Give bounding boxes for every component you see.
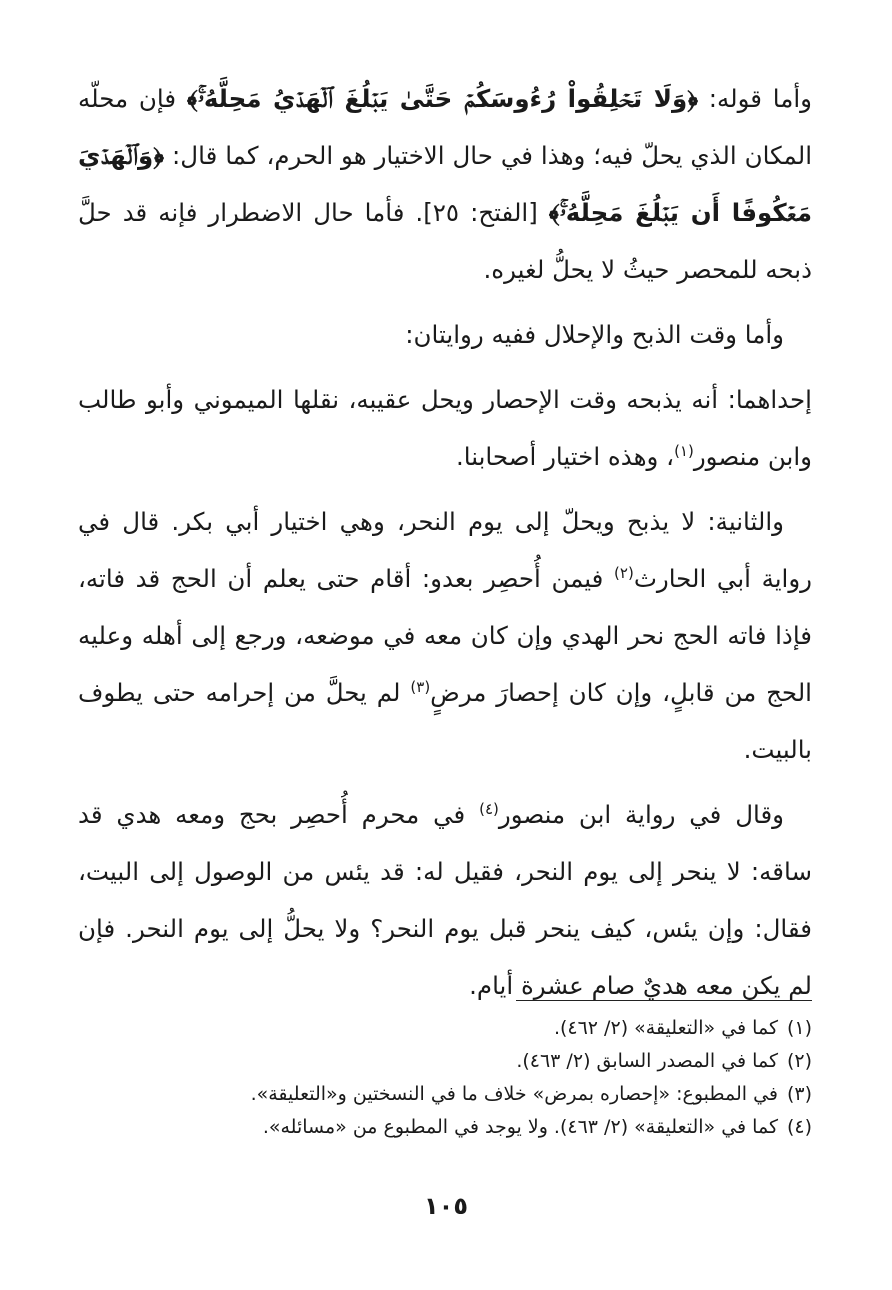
footnote-number: (٤): [786, 1116, 812, 1138]
text-segment: وأما قوله:: [698, 84, 812, 113]
text-segment: في محرم أُحصِر بحج ومعه هدي قد ساقه: لا ينحر إلى يوم النحر، فقيل له: قد يئس من الوصول إلى البيت، فقال: وإن يئس، كيف ينحر قبل يوم النحر؟ ولا يحلُّ إلى يوم النحر. فإن لم يكن معه هديٌ صام عشرة أيام.: [78, 800, 812, 1000]
footnote-text: في المطبوع: «إحصاره بمرض» خلاف ما في النسختين و«التعليقة».: [250, 1083, 778, 1105]
text-segment: وقال في رواية ابن منصور: [498, 800, 785, 829]
footnote-divider: [516, 1000, 812, 1001]
footnote-text: كما في «التعليقة» (٢/ ٤٦٣). ولا يوجد في المطبوع من «مسائله».: [262, 1116, 778, 1138]
footnote-number: (١): [786, 1017, 812, 1039]
footnotes: [78, 1012, 812, 1144]
main-text: [78, 70, 812, 1022]
footnote-ref: (٢): [614, 563, 634, 582]
paragraph-5: [78, 786, 812, 1014]
text-segment: فيمن أُحصِر بعدو: أقام حتى يعلم أن الحج قد فاته، فإذا فاته الحج نحر الهدي وإن كان معه في موضعه، ورجع إلى أهله وعليه الحج من قابلٍ، وإن كان إحصارَ مرضٍ: [78, 564, 812, 707]
footnote-text: كما في المصدر السابق (٢/ ٤٦٣).: [516, 1050, 778, 1072]
footnote-ref: (٣): [410, 677, 431, 696]
text-segment: [الفتح: ٢٥]. فأما حال الاضطرار فإنه قد حلَّ ذبحه للمحصر حيثُ لا يحلُّ لغيره.: [78, 198, 812, 284]
footnote-ref: (٤): [479, 799, 499, 818]
paragraph-2: [78, 306, 812, 363]
footnote-1: [78, 1012, 812, 1045]
text-segment: والثانية: لا يذبح ويحلّ إلى يوم النحر، وهي اختيار أبي بكر. قال في رواية أبي الحارث: [78, 507, 812, 593]
text-segment: لم يحلَّ من إحرامه حتى يطوف بالبيت.: [78, 678, 812, 764]
footnote-number: (٣): [786, 1083, 812, 1105]
paragraph-3: [78, 371, 812, 485]
text-segment: فإن محلّه المكان الذي يحلّ فيه؛ وهذا في حال الاختيار هو الحرم، كما قال:: [78, 84, 812, 170]
footnote-2: [78, 1045, 812, 1078]
footnote-number: (٢): [786, 1050, 812, 1072]
text-segment: إحداهما: أنه يذبحه وقت الإحصار ويحل عقيبه، نقلها الميموني وأبو طالب وابن منصور: [78, 385, 812, 471]
footnote-3: [78, 1078, 812, 1111]
page-number: ١٠٥: [424, 1192, 468, 1220]
text-segment: ، وهذه اختيار أصحابنا.: [455, 442, 675, 471]
paragraph-4: [78, 493, 812, 778]
quran-verse: ﴿وَلَا تَحۡلِقُواْ رُءُوسَكُمۡ حَتَّىٰ يَبۡلُغَ ٱلۡهَدۡيُ مَحِلَّهُۥۚ﴾: [186, 84, 699, 113]
footnote-4: [78, 1111, 812, 1144]
paragraph-1: [78, 70, 812, 298]
text-segment: وأما وقت الذبح والإحلال ففيه روايتان:: [405, 320, 784, 349]
footnote-text: كما في «التعليقة» (٢/ ٤٦٢).: [553, 1017, 778, 1039]
footnote-ref: (١): [674, 441, 694, 460]
quran-verse: ﴿وَٱلۡهَدۡيَ مَعۡكُوفًا أَن يَبۡلُغَ مَحِلَّهُۥۚ﴾: [78, 141, 812, 227]
